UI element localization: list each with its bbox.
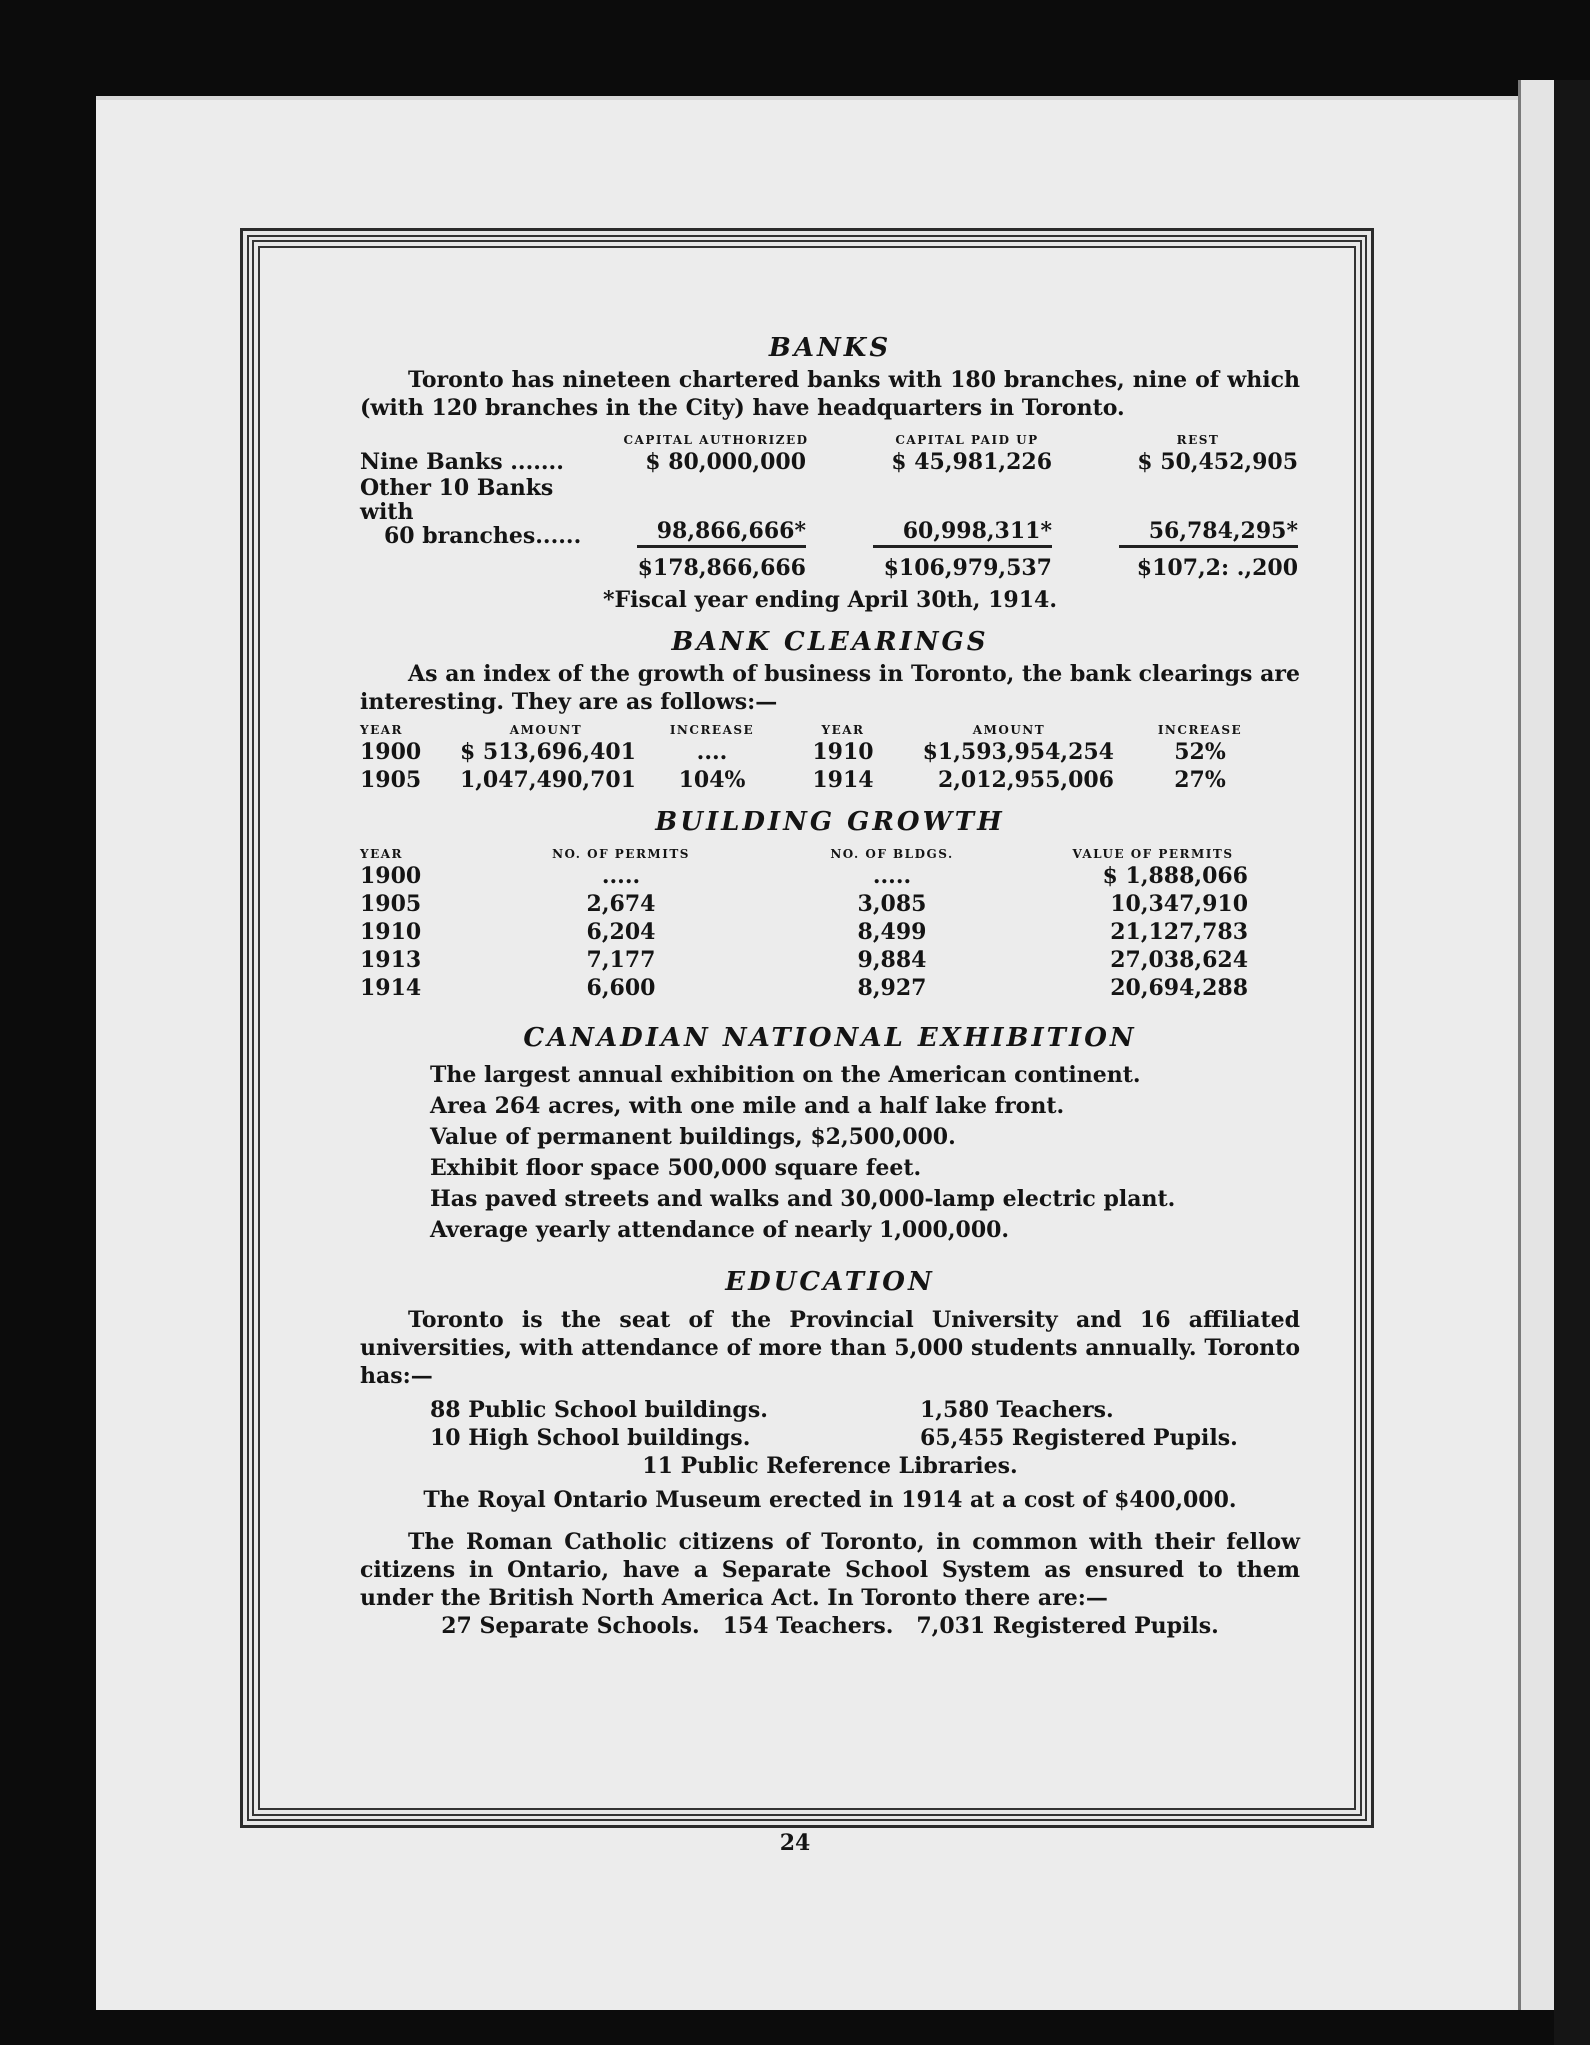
- separate-schools-line: 27 Separate Schools. 154 Teachers. 7,031 Registered Pupils.: [441, 1613, 1219, 1639]
- cell-authorized: 98,866,666*: [637, 517, 806, 548]
- row-label-nine-banks: Nine Banks .......: [360, 449, 564, 475]
- building-table: [360, 846, 1300, 1002]
- clearings-section: [360, 624, 1300, 794]
- table-cell: 3,085: [857, 891, 927, 917]
- education-heading: EDUCATION: [725, 1267, 935, 1297]
- clearings-heading: BANK CLEARINGS: [671, 627, 989, 657]
- table-cell: 6,600: [586, 975, 656, 1001]
- total-rest: $107,2: .,200: [1136, 555, 1298, 581]
- row-label-other-banks: [360, 476, 590, 548]
- table-cell: 6,204: [586, 919, 656, 945]
- table-cell: 1905: [360, 767, 422, 793]
- table-cell: 21,127,783: [1110, 919, 1248, 945]
- col-rest: REST: [1176, 433, 1220, 447]
- cell-rest: 56,784,295*: [1119, 517, 1298, 548]
- table-cell: 1,047,490,701: [459, 767, 636, 793]
- table-cell: 10,347,910: [1110, 891, 1248, 917]
- row-label-other-banks-line1: Other 10 Banks with: [360, 475, 554, 525]
- total-authorized: $178,866,666: [637, 555, 806, 581]
- exhibition-list: [430, 1060, 1300, 1246]
- table-cell: 2,012,955,006: [937, 767, 1114, 793]
- table-cell: 7,177: [586, 947, 656, 973]
- scan-dark-border: [1554, 80, 1590, 2045]
- museum-line: The Royal Ontario Museum erected in 1914 at a cost of $400,000.: [423, 1487, 1237, 1513]
- list-item: The largest annual exhibition on the American continent.: [430, 1062, 1141, 1088]
- exhibition-heading: CANADIAN NATIONAL EXHIBITION: [523, 1023, 1137, 1053]
- table-cell: $ 513,696,401: [459, 739, 636, 765]
- list-item: 65,455 Registered Pupils.: [920, 1425, 1238, 1451]
- col-year: YEAR: [821, 723, 865, 737]
- table-cell: $ 1,888,066: [1102, 863, 1248, 889]
- col-permits: NO. OF PERMITS: [552, 847, 690, 861]
- clearings-intro: As an index of the growth of business in Toronto, the bank clearings are interesting. They are as follows:—: [360, 661, 1300, 715]
- col-capital-authorized: CAPITAL AUTHORIZED: [623, 433, 809, 447]
- col-value: VALUE OF PERMITS: [1072, 847, 1234, 861]
- building-heading: BUILDING GROWTH: [655, 807, 1005, 837]
- cell-paid-up: $ 45,981,226: [891, 449, 1052, 475]
- separate-schools-intro: The Roman Catholic citizens of Toronto, in common with their fellow citizens in Ontario, have a Separate School System as ensured to them under the British North America Act. In Toronto there are:—: [360, 1529, 1300, 1611]
- col-increase: INCREASE: [669, 723, 755, 737]
- table-cell: 8,499: [857, 919, 927, 945]
- table-cell: .....: [601, 863, 641, 889]
- building-section: [360, 804, 1300, 1002]
- col-year: YEAR: [360, 723, 403, 737]
- cell-rest: $ 50,452,905: [1137, 449, 1298, 475]
- table-cell: 1914: [360, 975, 422, 1001]
- list-item: 88 Public School buildings.: [430, 1397, 768, 1423]
- table-cell: 104%: [678, 767, 746, 793]
- list-item: Value of permanent buildings, $2,500,000.: [430, 1124, 956, 1150]
- col-year: YEAR: [360, 847, 403, 861]
- list-item: Has paved streets and walks and 30,000-lamp electric plant.: [430, 1186, 1176, 1212]
- col-bldgs: NO. OF BLDGS.: [830, 847, 954, 861]
- table-cell: 52%: [1174, 739, 1226, 765]
- list-item: Exhibit floor space 500,000 square feet.: [430, 1155, 922, 1181]
- list-item: Average yearly attendance of nearly 1,000,000.: [430, 1217, 1010, 1243]
- table-cell: ....: [696, 739, 728, 765]
- col-increase: INCREASE: [1157, 723, 1243, 737]
- table-cell: 9,884: [857, 947, 927, 973]
- banks-footnote: *Fiscal year ending April 30th, 1914.: [603, 587, 1057, 613]
- table-cell: 1905: [360, 891, 422, 917]
- table-cell: $1,593,954,254: [922, 739, 1114, 765]
- table-cell: 1900: [360, 739, 422, 765]
- page-number: 24: [779, 1830, 811, 1856]
- banks-intro: Toronto has nineteen chartered banks with 180 branches, nine of which (with 120 branches in the City) have headquarters in Toronto.: [360, 367, 1300, 421]
- table-cell: 2,674: [586, 891, 656, 917]
- table-cell: 1900: [360, 863, 422, 889]
- page-content: [360, 330, 1300, 1640]
- libraries-line: 11 Public Reference Libraries.: [642, 1453, 1018, 1479]
- clearings-table: [360, 722, 1300, 794]
- education-intro: Toronto is the seat of the Provincial University and 16 affiliated universities, with attendance of more than 5,000 students annually. Toronto has:—: [360, 1307, 1300, 1389]
- list-item: 10 High School buildings.: [430, 1425, 751, 1451]
- table-cell: .....: [872, 863, 912, 889]
- col-amount: AMOUNT: [972, 723, 1046, 737]
- total-paid-up: $106,979,537: [883, 555, 1052, 581]
- banks-section: [360, 330, 1300, 614]
- education-facts: [430, 1396, 1300, 1452]
- list-item: 1,580 Teachers.: [920, 1397, 1114, 1423]
- education-section: [360, 1264, 1300, 1640]
- table-cell: 27,038,624: [1110, 947, 1248, 973]
- table-cell: 20,694,288: [1110, 975, 1248, 1001]
- banks-table: [360, 432, 1300, 582]
- col-capital-paid-up: CAPITAL PAID UP: [895, 433, 1039, 447]
- row-label-other-banks-line2: 60 branches......: [384, 523, 582, 549]
- col-amount: AMOUNT: [509, 723, 583, 737]
- cell-paid-up: 60,998,311*: [873, 517, 1052, 548]
- banks-heading: BANKS: [768, 333, 892, 363]
- exhibition-section: [360, 1020, 1300, 1246]
- cell-authorized: $ 80,000,000: [645, 449, 806, 475]
- table-cell: 1914: [812, 767, 874, 793]
- table-cell: 1910: [360, 919, 422, 945]
- adjacent-page-edge: [1518, 80, 1557, 2010]
- table-cell: 27%: [1174, 767, 1226, 793]
- table-cell: 8,927: [857, 975, 927, 1001]
- table-cell: 1910: [812, 739, 874, 765]
- table-cell: 1913: [360, 947, 422, 973]
- list-item: Area 264 acres, with one mile and a half lake front.: [430, 1093, 1065, 1119]
